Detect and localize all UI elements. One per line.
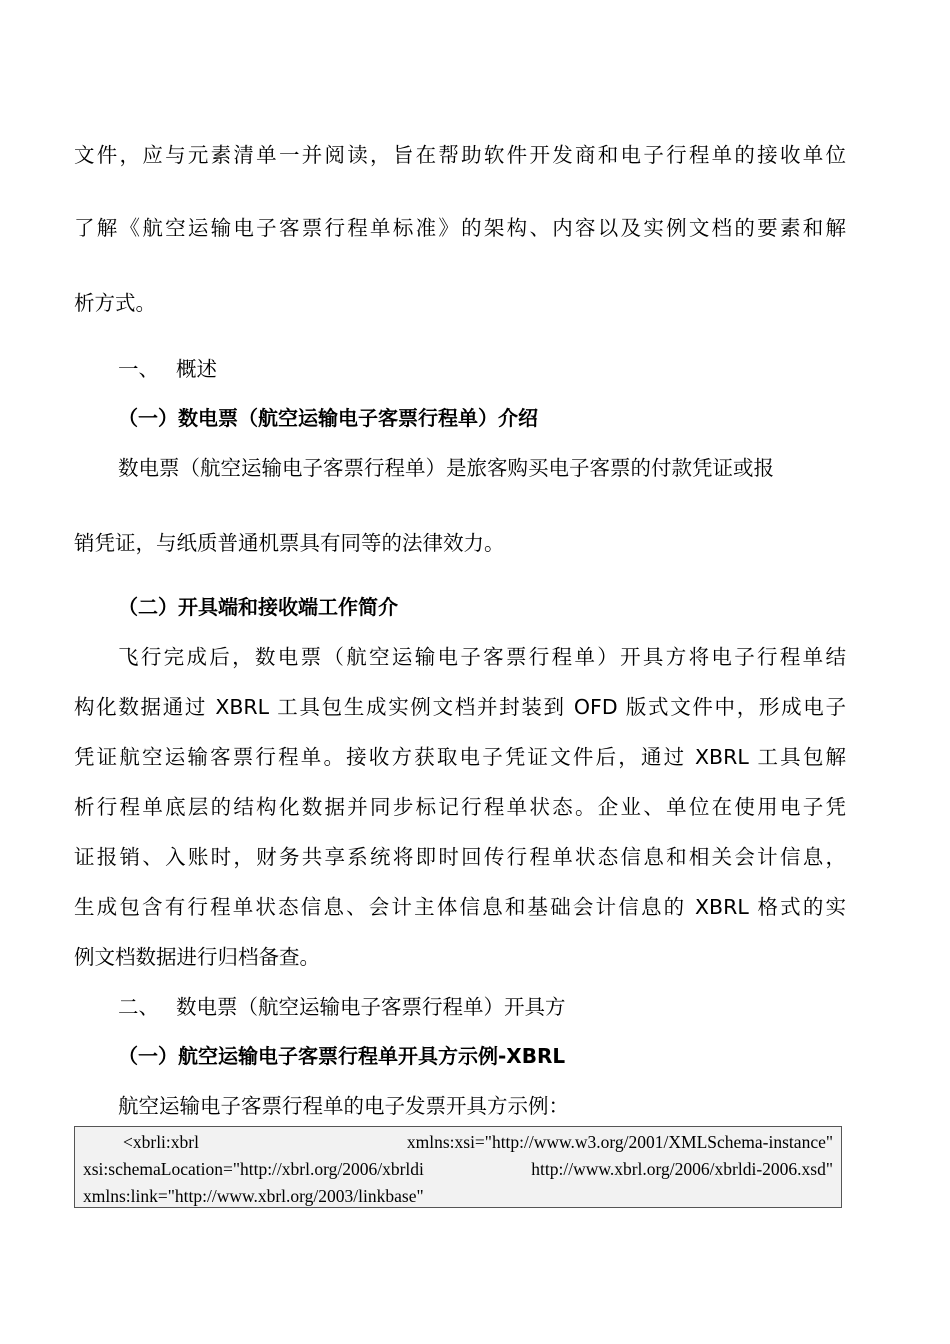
code-line-2-left: xsi:schemaLocation="http://xbrl.org/2006/xbrldi bbox=[83, 1159, 424, 1179]
heading-issuer-text: 数电票（航空运输电子客票行程单）开具方 bbox=[176, 995, 566, 1019]
intro-line-1: 文件，应与元素清单一并阅读，旨在帮助软件开发商和电子行程单的接收单位 bbox=[74, 143, 846, 167]
heading-issuer bbox=[118, 990, 890, 1020]
heading-workflow: （二）开具端和接收端工作简介 bbox=[118, 595, 398, 619]
workflow-line-5: 证报销、入账时，财务共享系统将即时回传行程单状态信息和相关会计信息， bbox=[74, 845, 846, 869]
example-intro: 航空运输电子客票行程单的电子发票开具方示例： bbox=[118, 1094, 569, 1118]
workflow-line-3: 凭证航空运输客票行程单。接收方获取电子凭证文件后，通过 XBRL 工具包解 bbox=[74, 745, 846, 769]
xbrl-code-block bbox=[74, 1126, 842, 1208]
workflow-line-1: 飞行完成后，数电票（航空运输电子客票行程单）开具方将电子行程单结 bbox=[118, 645, 846, 669]
intro-line-3: 析方式。 bbox=[74, 291, 156, 315]
workflow-line-7: 例文档数据进行归档备查。 bbox=[74, 945, 320, 969]
heading-issuer-number: 二、 bbox=[118, 995, 159, 1019]
code-line-3-text: xmlns:link="http://www.xbrl.org/2003/linkbase" bbox=[83, 1186, 424, 1206]
overview-paragraph-line-2: 销凭证，与纸质普通机票具有同等的法律效力。 bbox=[74, 531, 505, 555]
workflow-line-2: 构化数据通过 XBRL 工具包生成实例文档并封装到 OFD 版式文件中，形成电子 bbox=[74, 695, 846, 719]
workflow-line-6: 生成包含有行程单状态信息、会计主体信息和基础会计信息的 XBRL 格式的实 bbox=[74, 895, 846, 919]
code-line-1-right: xmlns:xsi="http://www.w3.org/2001/XMLSchema-instance" bbox=[406, 1132, 833, 1152]
heading-example: （一）航空运输电子客票行程单开具方示例-XBRL bbox=[118, 1044, 566, 1068]
workflow-line-4: 析行程单底层的结构化数据并同步标记行程单状态。企业、单位在使用电子凭 bbox=[74, 795, 846, 819]
heading-overview-text: 概述 bbox=[176, 357, 217, 381]
code-line-2-right: http://www.xbrl.org/2006/xbrldi-2006.xsd" bbox=[531, 1159, 833, 1179]
heading-overview-number: 一、 bbox=[118, 357, 159, 381]
intro-line-2: 了解《航空运输电子客票行程单标准》的架构、内容以及实例文档的要素和解 bbox=[74, 216, 846, 240]
code-line-1-left: <xbrli:xbrl bbox=[123, 1132, 199, 1152]
heading-overview bbox=[118, 352, 890, 382]
overview-paragraph-line-1: 数电票（航空运输电子客票行程单）是旅客购买电子客票的付款凭证或报 bbox=[118, 456, 774, 480]
heading-intro: （一）数电票（航空运输电子客票行程单）介绍 bbox=[118, 406, 538, 430]
